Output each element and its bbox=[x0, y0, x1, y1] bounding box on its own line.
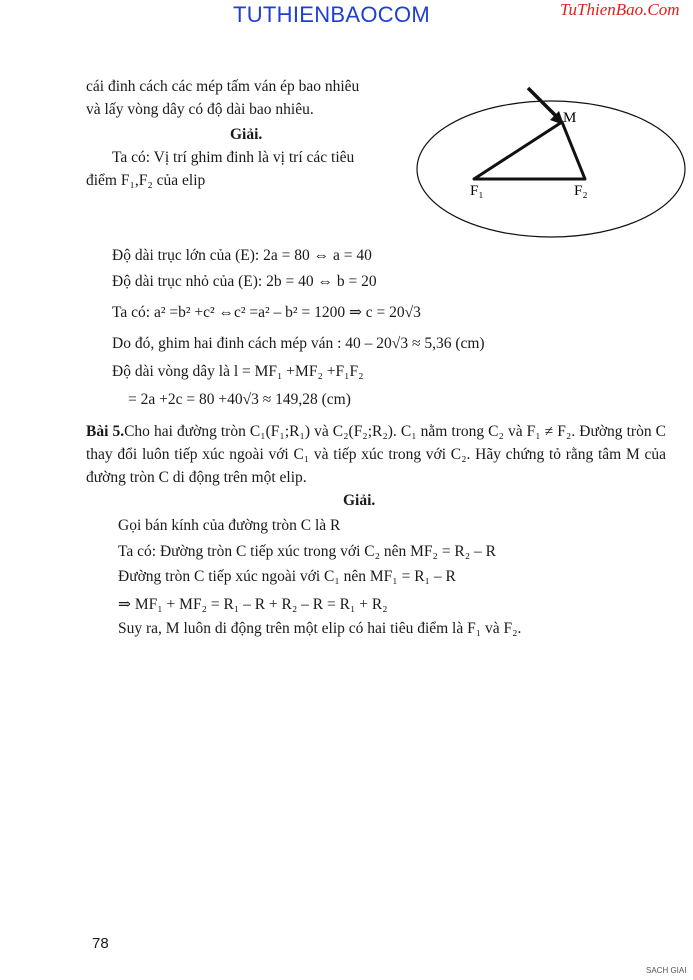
problem4-line1: cái đinh cách các mép tấm ván ép bao nhiêu bbox=[86, 78, 360, 95]
ellipse-outline bbox=[417, 101, 685, 237]
footer-brand: SACH GIAI bbox=[646, 966, 687, 975]
problem5-label: Bài 5. bbox=[86, 423, 125, 440]
site-logo: TuThienBao.Com bbox=[560, 0, 680, 19]
equation-loop-length: Độ dài vòng dây là l = MF₁ +MF₂ +F₁F₂ bbox=[112, 363, 364, 380]
equation-pin-distance: Do đó, ghim hai đinh cách mép ván : 40 – 20√3 ≈ 5,36 (cm) bbox=[112, 335, 485, 352]
problem5-solution-line2: Ta có: Đường tròn C tiếp xúc trong với C₂ nên MF₂ = R₂ – R bbox=[118, 543, 497, 560]
problem5-statement bbox=[86, 420, 666, 489]
problem5-text: Cho hai đường tròn C₁(F₁;R₁) và C₂(F₂;R₂). C₁ nằm trong C₂ và F₁ ≠ F₂. Đường tròn C thay đổi luôn tiếp xúc ngoài với C₁ và tiếp xúc trong với C₂. Hãy chứng tỏ rằng tâm M của đường tròn C di động trên một elip. bbox=[86, 423, 666, 486]
problem5-solution-line5: Suy ra, M luôn di động trên một elip có hai tiêu điểm là F₁ và F₂. bbox=[118, 620, 522, 637]
string-triangle bbox=[474, 122, 585, 179]
arrow-shaft bbox=[528, 88, 558, 118]
page-number: 78 bbox=[92, 935, 109, 952]
ellipse-figure bbox=[410, 78, 693, 248]
label-m: M bbox=[563, 110, 577, 126]
problem4-solution-line1: Ta có: Vị trí ghim đinh là vị trí các tiêu bbox=[112, 149, 355, 166]
solution-heading-5: Giải. bbox=[343, 492, 376, 509]
equation-loop-value: = 2a +2c = 80 +40√3 ≈ 149,28 (cm) bbox=[128, 391, 351, 408]
site-title: TUTHIENBAOCOM bbox=[233, 2, 431, 27]
problem4-line2: và lấy vòng dây có độ dài bao nhiêu. bbox=[86, 101, 314, 118]
problem4-solution-line2: điểm F₁,F₂ của elip bbox=[86, 172, 206, 189]
label-f2: F₂ bbox=[574, 183, 588, 199]
equation-focal: Ta có: a² =b² +c² ⇔c² =a² – b² = 1200 ⇒ c = 20√3 bbox=[112, 304, 421, 321]
equation-major-axis: Độ dài trục lớn của (E): 2a = 80 ⇔ a = 40 bbox=[112, 247, 372, 264]
solution-heading-4: Giải. bbox=[230, 126, 263, 143]
equation-minor-axis: Độ dài trục nhỏ của (E): 2b = 40 ⇔ b = 20 bbox=[112, 273, 377, 290]
label-f1: F₁ bbox=[470, 183, 484, 199]
problem5-solution-line4: ⇒ MF₁ + MF₂ = R₁ – R + R₂ – R = R₁ + R₂ bbox=[118, 596, 388, 613]
problem5-solution-line3: Đường tròn C tiếp xúc ngoài với C₁ nên MF₁ = R₁ – R bbox=[118, 568, 456, 585]
problem5-solution-line1: Gọi bán kính của đường tròn C là R bbox=[118, 517, 341, 534]
